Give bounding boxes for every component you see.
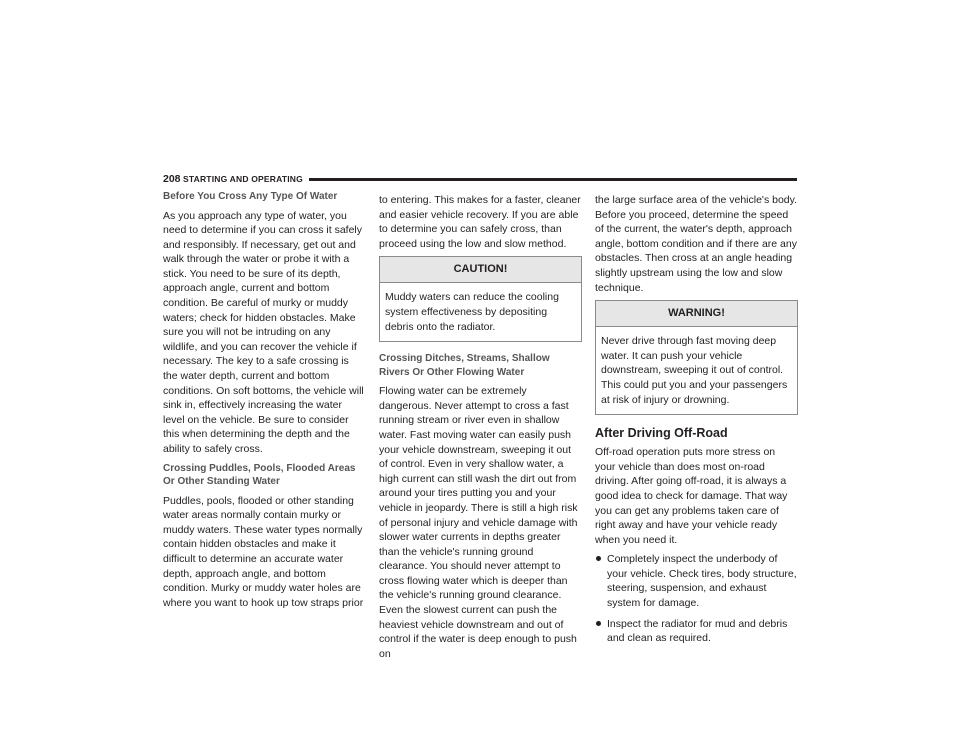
list-item-text: Completely inspect the underbody of your vehicle. Check tires, body structure, steering, suspension, and exhaust system for damage. — [607, 553, 797, 610]
list-item — [595, 552, 798, 610]
warning-title: WARNING! — [596, 301, 797, 327]
heading-before-crossing: Before You Cross Any Type Of Water — [163, 191, 338, 202]
inspection-list — [595, 552, 798, 646]
page-number: 208 — [163, 173, 181, 185]
caution-title: CAUTION! — [380, 257, 581, 283]
warning-box — [595, 300, 798, 415]
list-item-text: Inspect the radiator for mud and debris and clean as required. — [607, 617, 788, 645]
caution-text: Muddy waters can reduce the cooling system effectiveness by depositing debris onto the radiator. — [385, 291, 559, 333]
page-header — [163, 172, 797, 186]
section-title: STARTING AND OPERATING — [183, 174, 303, 184]
paragraph-flowing-water: Flowing water can be extremely dangerous. Never attempt to cross a fast running stream or river even in shallow water. Fast moving water can easily push your vehicle downstream, sweeping it out of control. Even in very shallow water, a high current can still wash the dirt out from around your tires putting you and your vehicle in jeopardy. There is still a high risk of personal injury and vehicle damage with slower water currents in depths greater than the vehicle's running ground clearance. You should never attempt to cross flowing water which is deeper than the vehicle's running ground clearance. Even the slowest current can push the heaviest vehicle downstream and out of control if the water is deep enough to push on — [379, 385, 578, 660]
heading-flowing-water: Crossing Ditches, Streams, Shallow Rivers Or Other Flowing Water — [379, 353, 550, 378]
paragraph-crossing-technique: the large surface area of the vehicle's body. Before you proceed, determine the speed of the current, the water's depth, approach angle, bottom condition and if there are any obstacles. Then cross at an angle heading slightly upstream using the low and slow technique. — [595, 194, 798, 294]
list-item — [595, 617, 798, 646]
paragraph-before-crossing: As you approach any type of water, you need to determine if you can cross it safely and responsibly. If necessary, get out and walk through the water or probe it with a stick. You need to be sure of its depth, approach angle, current and bottom condition. Be careful of murky or muddy waters; check for hidden obstacles. Make sure you will not be intruding on any wildlife, and you can recover the vehicle if necessary. The key to a safe crossing is the water depth, current and bottom conditions. On soft bottoms, the vehicle will sink in, effectively increasing the water level on the vehicle. Be sure to consider this when determining the depth and the ability to safely cross. — [163, 209, 364, 455]
caution-box — [379, 256, 582, 342]
warning-text: Never drive through fast moving deep water. It can push your vehicle downstream, sweeping it out of control. This could put you and your passengers at risk of injury or drowning. — [601, 335, 788, 406]
column-middle — [379, 193, 582, 666]
column-left — [163, 193, 366, 615]
header-rule — [309, 178, 797, 181]
heading-standing-water: Crossing Puddles, Pools, Flooded Areas Or Other Standing Water — [163, 462, 356, 488]
paragraph-recovery: to entering. This makes for a faster, cleaner and easier vehicle recovery. If you are able to determine you can safely cross, than proceed using the low and slow method. — [379, 194, 581, 250]
paragraph-standing-water: Puddles, pools, flooded or other standing water areas normally contain murky or muddy waters. These water types normally contain hidden obstacles and make it difficult to determine an accurate water depth, approach angle, and bottom condition. Murky or muddy water holes are where you want to hook up tow straps prior — [163, 494, 364, 609]
bullet-icon — [596, 556, 601, 561]
bullet-icon — [596, 621, 601, 626]
column-right — [595, 193, 798, 652]
paragraph-after-off-road: Off-road operation puts more stress on your vehicle than does most on-road driving. After going off-road, it is always a good idea to check for damage. That way you can get any problems taken care of right away and have your vehicle ready when you need it. — [595, 446, 788, 546]
heading-after-off-road: After Driving Off-Road — [595, 426, 728, 441]
